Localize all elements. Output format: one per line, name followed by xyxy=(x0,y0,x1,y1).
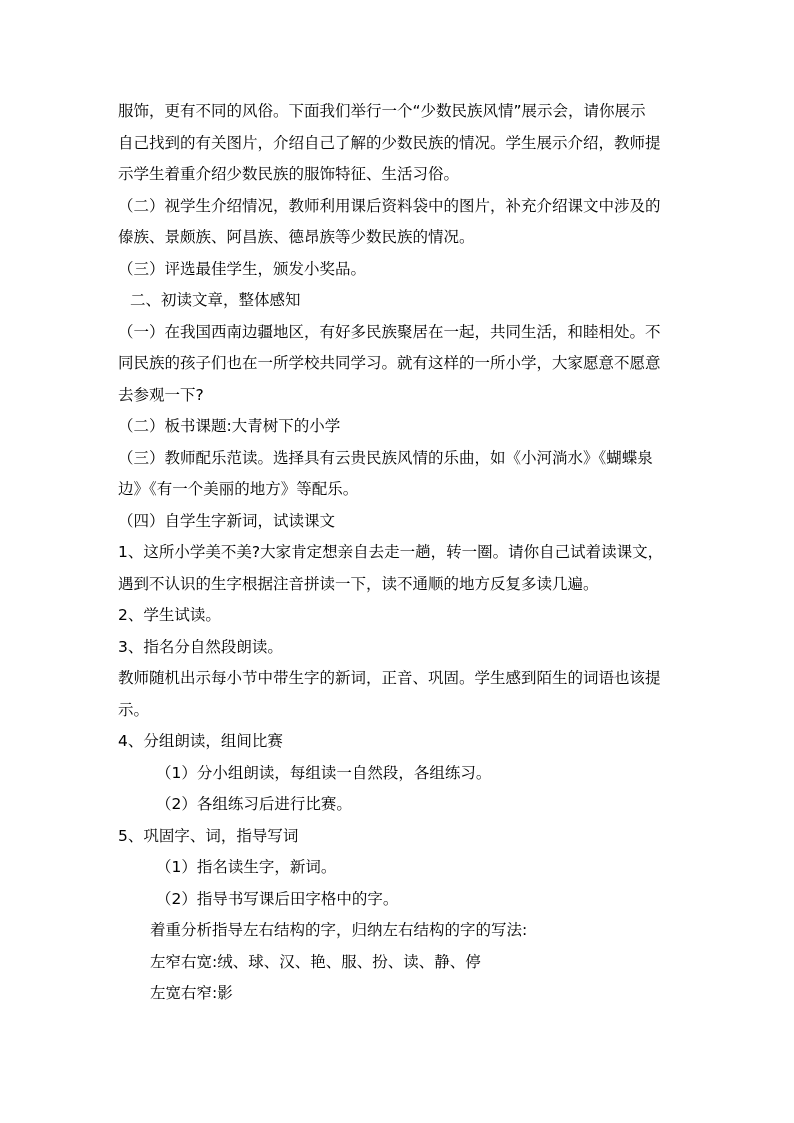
paragraph-line: （四）自学生字新词，试读课文 xyxy=(118,511,336,530)
sub-item-line: （1）分小组朗读，每组读一自然段，各组练习。 xyxy=(156,763,492,782)
paragraph-line: 1、这所小学美不美?大家肯定想亲自去走一趟，转一圈。请你自己试着读课文， xyxy=(118,543,664,561)
paragraph-line: 5、巩固字、词，指导写词 xyxy=(118,826,299,845)
paragraph-line: 自己找到的有关图片，介绍自己了解的少数民族的情况。学生展示介绍，教师提 xyxy=(118,133,661,152)
paragraph-line: （二）板书课题:大青树下的小学 xyxy=(118,417,341,435)
paragraph-line: 同民族的孩子们也在一所学校共同学习。就有这样的一所小学，大家愿意不愿意 xyxy=(118,354,661,372)
indented-line: 左宽右窄:影 xyxy=(150,984,233,1002)
sub-item-line: （2）各组练习后进行比赛。 xyxy=(156,795,352,813)
paragraph-line: 示。 xyxy=(118,700,150,719)
document-page xyxy=(118,96,684,1010)
paragraph-line: （三）评选最佳学生，颁发小奖品。 xyxy=(118,259,367,278)
paragraph-line: （一）在我国西南边疆地区，有好多民族聚居在一起，共同生活，和睦相处。不 xyxy=(118,322,661,341)
paragraph-line: 3、指名分自然段朗读。 xyxy=(118,637,283,656)
paragraph-line: （三）教师配乐范读。选择具有云贵民族风情的乐曲，如《小河淌水》《蝴蝶泉 xyxy=(118,448,653,467)
paragraph-line: 边》《有一个美丽的地方》等配乐。 xyxy=(118,480,359,498)
sub-item-line: （2）指导书写课后田字格中的字。 xyxy=(156,889,399,908)
paragraph-line: 去参观一下? xyxy=(118,385,204,404)
indented-line: 着重分析指导左右结构的字，归纳左右结构的字的写法: xyxy=(150,921,528,939)
paragraph-line: 遇到不认识的生字根据注音拼读一下，读不通顺的地方反复多读几遍。 xyxy=(118,574,599,593)
paragraph-line: 4、分组朗读，组间比赛 xyxy=(118,732,283,750)
paragraph-line: 示学生着重介绍少数民族的服饰特征、生活习俗。 xyxy=(118,165,460,183)
paragraph-line: 教师随机出示每小节中带生字的新词，正音、巩固。学生感到陌生的词语也该提 xyxy=(118,669,661,687)
paragraph-line: 服饰，更有不同的风俗。下面我们举行一个“少数民族风情”展示会，请你展示 xyxy=(118,102,646,120)
section-heading: 二、初读文章，整体感知 xyxy=(130,291,301,309)
paragraph-line: （二）视学生介绍情况，教师利用课后资料袋中的图片，补充介绍课文中涉及的 xyxy=(118,196,661,215)
paragraph-line: 傣族、景颇族、阿昌族、德昂族等少数民族的情况。 xyxy=(118,228,475,246)
indented-line: 左窄右宽:绒、球、汉、艳、服、扮、读、静、停 xyxy=(150,952,481,971)
paragraph-line: 2、学生试读。 xyxy=(118,606,221,624)
sub-item-line: （1）指名读生字，新词。 xyxy=(156,858,337,876)
